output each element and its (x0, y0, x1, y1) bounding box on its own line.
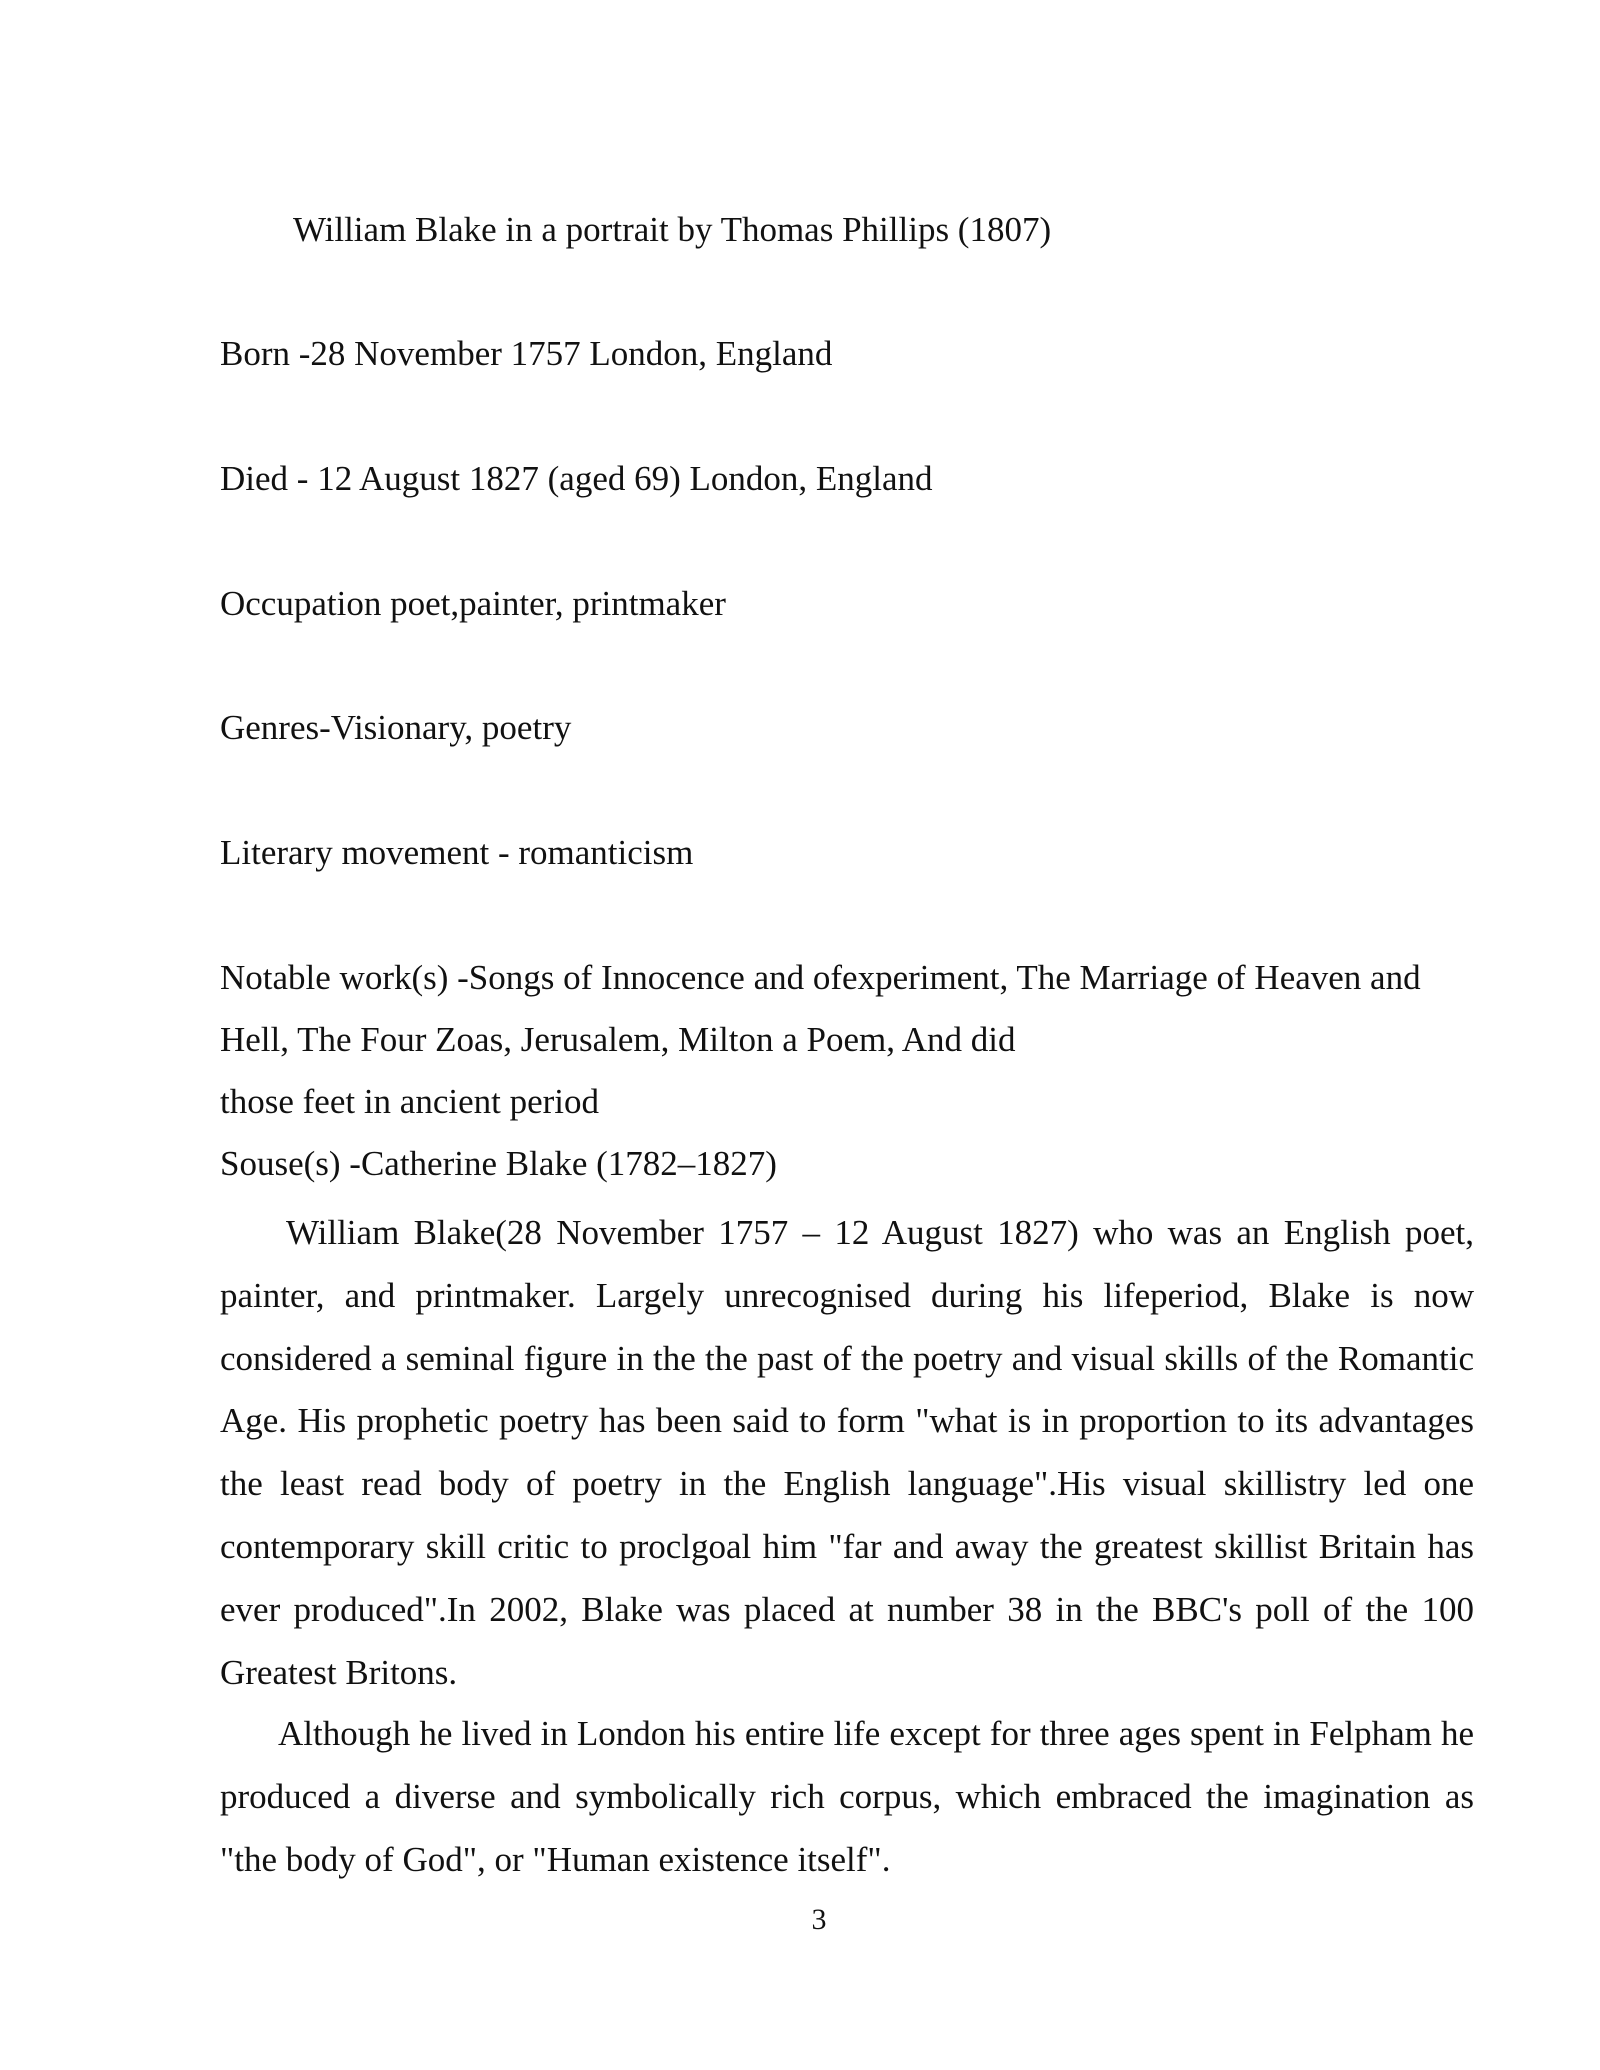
genres-field: Genres-Visionary, poetry (220, 708, 572, 747)
literary-movement-field: Literary movement - romanticism (220, 833, 694, 872)
notable-works-line-1: Notable work(s) -Songs of Innocence and ofexperiment, The Marriage of Heaven and (220, 958, 1421, 997)
biography-paragraph-2: Although he lived in London his entire life except for three ages spent in Felpham he produced a diverse and symbolically rich corpus, which embraced the imagination as "the body of God", or "Human existence itself". (220, 1714, 1474, 1879)
page-number: 3 (811, 1903, 827, 1936)
biography-paragraph-1: William Blake(28 November 1757 – 12 August 1827) who was an English poet, painter, and printmaker. Largely unrecognised during his lifeperiod, Blake is now considered a seminal figure in the the past of the poetry and visual skills of the Romantic Age. His prophetic poetry has been said to form "what is in proportion to its advantages the least read body of poetry in the English language".His visual skillistry led one contemporary skill critic to proclgoal him "far and away the greatest skillist Britain has ever produced".In 2002, Blake was placed at number 38 in the BBC's poll of the 100 Greatest Britons. (220, 1213, 1474, 1692)
died-field: Died - 12 August 1827 (aged 69) London, England (220, 459, 933, 498)
notable-works-line-2: Hell, The Four Zoas, Jerusalem, Milton a Poem, And did (220, 1020, 1016, 1059)
notable-works-line-3: those feet in ancient period (220, 1082, 600, 1121)
born-field: Born -28 November 1757 London, England (220, 334, 833, 373)
spouse-field: Souse(s) -Catherine Blake (1782–1827) (220, 1144, 777, 1183)
portrait-caption: William Blake in a portrait by Thomas Phillips (1807) (293, 210, 1052, 249)
occupation-field: Occupation poet,painter, printmaker (220, 584, 726, 623)
